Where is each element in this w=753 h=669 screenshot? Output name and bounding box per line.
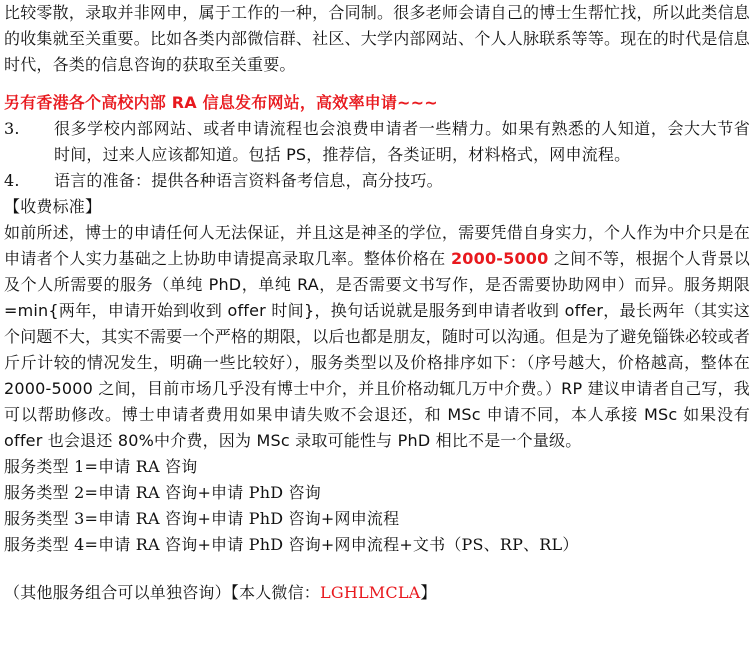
list-item-text: 语言的准备：提供各种语言资料备考信息，高分技巧。 [54, 171, 443, 190]
fee-paragraph-part2: 之间不等，根据个人背景以及个人所需要的服务（单纯 PhD，单纯 RA，是否需要文书写作，是否需要协助网申）而异。服务期限=min{两年，申请开始到收到 offer 时间}，换句话说就是服务到申请者收到 offer，最长两年（其实这个问题不大，其实不需要一个严格的期限，以后也都是朋友，随时可以沟通。但是为了避免锱铢必较或者斤斤计较的情况发生，明确一些比较好），服务类型以及价格排序如下：（序号越大，价格越高，整体在 2000-5000 之间，目前市场几乎没有博士中介，并且价格动辄几万中介费。）RP 建议申请者自己写，我可以帮助修改。博士申请者费用如果申请失败不会退还，和 MSc 申请不同，本人承接 MSc 如果没有 offer 也会退还 80%中介费，因为 MSc 录取可能性与 PhD 相比不是一个量级。 [4, 249, 751, 450]
service-type-4: 服务类型 4=申请 RA 咨询+申请 PhD 咨询+网申流程+文书（PS、RP、RL） [4, 535, 579, 554]
intro-paragraph: 比较零散，录取并非网申，属于工作的一种，合同制。很多老师会请自己的博士生帮忙找，所以此类信息的收集就至关重要。比如各类内部微信群、社区、大学内部网站、个人人脉联系等等。现在的时代是信息时代，各类的信息咨询的获取至关重要。 [4, 3, 750, 74]
list-item [4, 116, 750, 168]
list-item-number: 4. [4, 171, 20, 190]
list-item-number: 3. [4, 119, 20, 138]
fee-paragraph-part1: 如前所述，博士的申请任何人无法保证，并且这是神圣的学位，需要凭借自身实力，个人作为中介只是在申请者个人实力基础之上协助申请提高录取几率。整体价格在 [4, 223, 750, 268]
fee-paragraph [4, 220, 750, 454]
list-item-text: 很多学校内部网站、或者申请流程也会浪费申请者一些精力。如果有熟悉的人知道，会大大节省时间，过来人应该都知道。包括 PS，推荐信，各类证明，材料格式，网申流程。 [54, 119, 750, 164]
service-type-1: 服务类型 1=申请 RA 咨询 [4, 457, 198, 476]
hk-ra-highlight: 另有香港各个高校内部 RA 信息发布网站，高效率申请~~~ [4, 93, 438, 112]
contact-suffix: 】 [420, 583, 437, 602]
list-item [4, 168, 750, 194]
price-range: 2000-5000 [450, 249, 549, 268]
contact-prefix: （其他服务组合可以单独咨询）【本人微信： [4, 583, 321, 602]
fee-heading: 【收费标准】 [4, 197, 102, 216]
contact-line [4, 580, 750, 606]
document-body [4, 0, 750, 606]
service-type-3: 服务类型 3=申请 RA 咨询+申请 PhD 咨询+网申流程 [4, 509, 400, 528]
wechat-id: LGHLMCLA [320, 583, 421, 602]
service-type-2: 服务类型 2=申请 RA 咨询+申请 PhD 咨询 [4, 483, 321, 502]
